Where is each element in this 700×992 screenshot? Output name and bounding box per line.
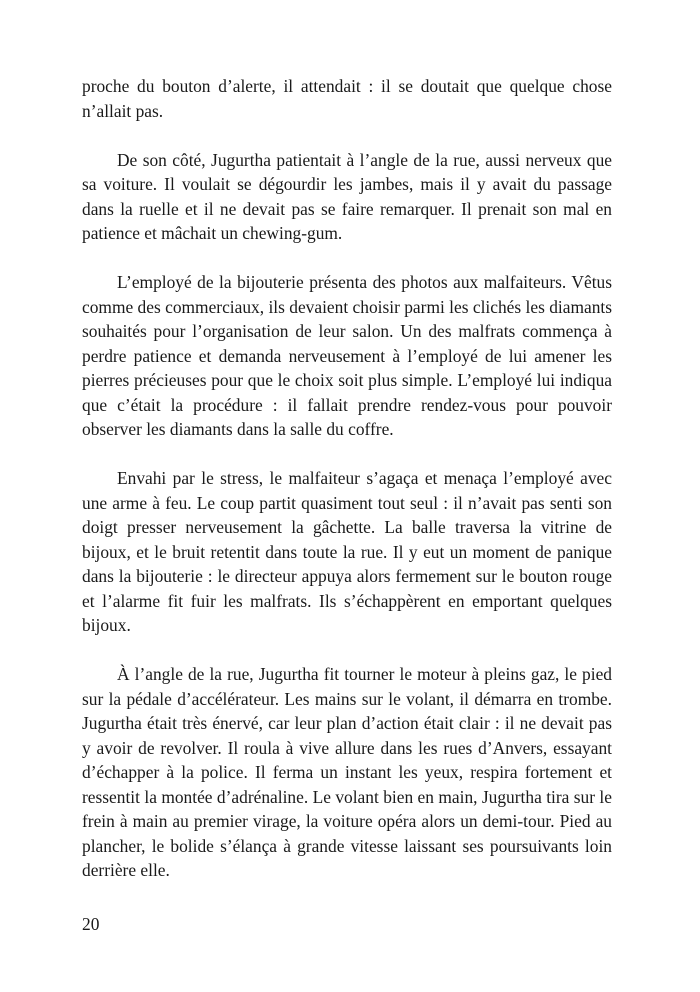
paragraph-escape: À l’angle de la rue, Jugurtha fit tourner le moteur à pleins gaz, le pied sur la pédale d’accélérateur. Les mains sur le volant, il démarra en trombe. Jugurtha était très énervé, car leur plan d’action était clair : il ne devait pas y avoir de revolver. Il roula à vive allure dans les rues d’Anvers, essayant d’échapper à la police. Il ferma un instant les yeux, respira fortement et ressentit la montée d’adrénaline. Le volant bien en main, Jugurtha tira sur le frein à main au premier virage, la voiture opéra alors un demi-tour. Pied au plancher, le bolide s’élança à grande vitesse laissant ses poursuivants loin derrière elle. [82, 664, 612, 880]
paragraph-continued: proche du bouton d’alerte, il attendait : il se doutait que quelque chose n’allait pas. [82, 76, 612, 121]
body-text [82, 74, 612, 907]
paragraph-jewelry-employee: L’employé de la bijouterie présenta des photos aux malfaiteurs. Vêtus comme des commerciaux, ils devaient choisir parmi les clichés les diamants souhaités pour l’organisation de leur salon. Un des malfrats commença à perdre patience et demanda nerveusement à l’employé de lui amener les pierres précieuses pour que le choix soit plus simple. L’employé lui indiqua que c’était la procédure : il fallait prendre rendez-vous pour pouvoir observer les diamants dans la salle du coffre. [82, 272, 612, 439]
page-number: 20 [82, 914, 100, 934]
paragraph-gunshot: Envahi par le stress, le malfaiteur s’agaça et menaça l’employé avec une arme à feu. Le coup partit quasiment tout seul : il n’avait pas senti son doigt presser nerveusement la gâchette. La balle traversa la vitrine de bijoux, et le bruit retentit dans toute la rue. Il y eut un moment de panique dans la bijouterie : le directeur appuya alors fermement sur le bouton rouge et l’alarme fit fuir les malfrats. Ils s’échappèrent en emportant quelques bijoux. [82, 468, 612, 635]
paragraph-jugurtha-waiting: De son côté, Jugurtha patientait à l’angle de la rue, aussi nerveux que sa voiture. Il voulait se dégourdir les jambes, mais il y avait du passage dans la ruelle et il ne devait pas se faire remarquer. Il prenait son mal en patience et mâchait un chewing-gum. [82, 149, 612, 243]
